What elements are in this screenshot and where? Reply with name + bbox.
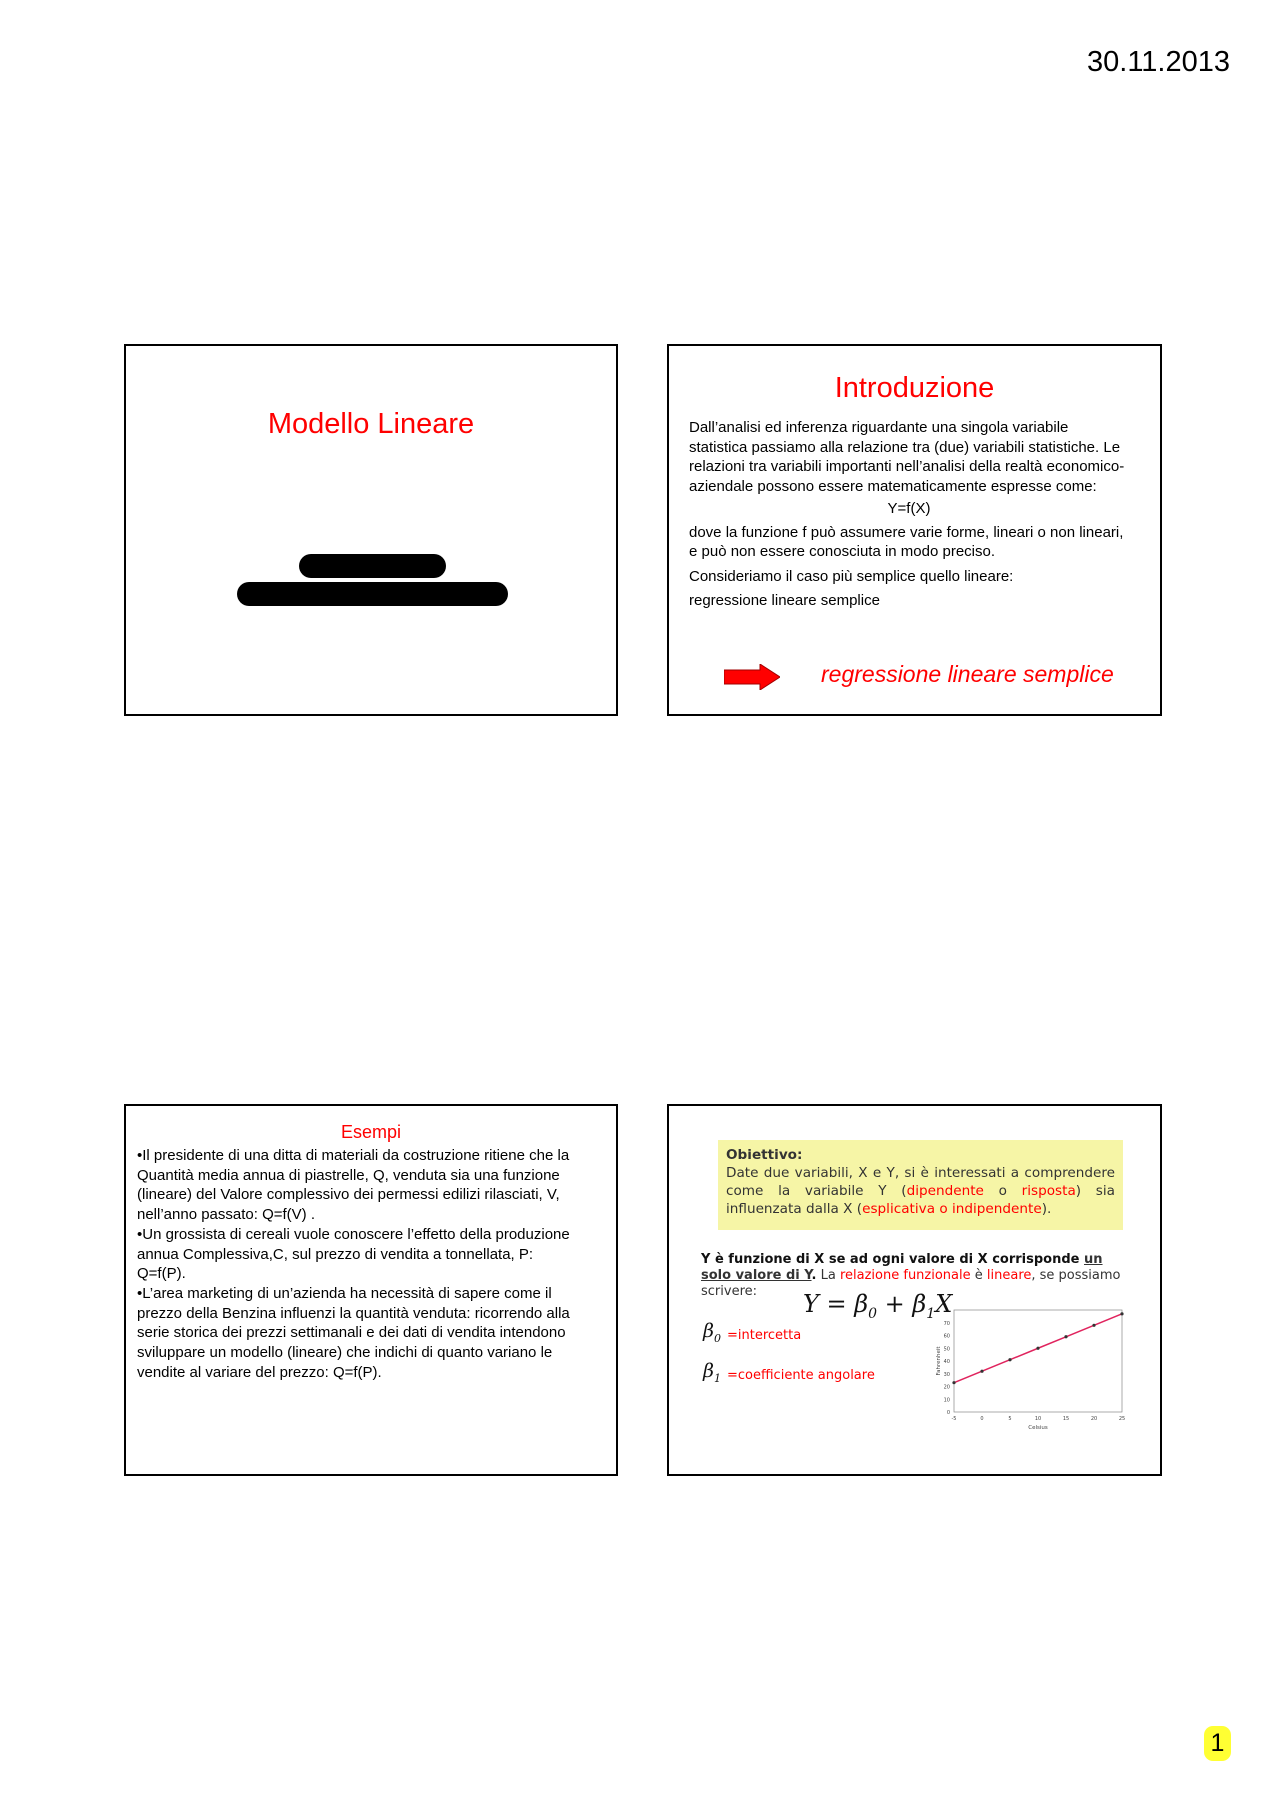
- emphasis-text: regressione lineare semplice: [821, 661, 1114, 687]
- text-run: La: [816, 1268, 840, 1283]
- slide-title: Modello Lineare: [267, 408, 475, 440]
- beta0-symbol: $\beta_0$: [703, 1320, 721, 1345]
- x-axis-label: Celsius: [1028, 1425, 1048, 1431]
- data-point: [1064, 1335, 1067, 1338]
- objective-text: [726, 1164, 1115, 1218]
- slide-esempi: [124, 1104, 618, 1476]
- examples-list: [137, 1146, 577, 1382]
- paragraph: Dall’analisi ed inferenza riguardante una singola variabile statistica passiamo alla relazione tra (due) variabili statistiche. Le relazioni tra variabili importanti nell’analisi della realtà economico-aziendale possono essere matematicamente espresse come:: [689, 419, 1125, 495]
- slide-introduzione: [667, 344, 1162, 716]
- text-run: relazione funzionale: [839, 1268, 971, 1283]
- text-run: risposta: [1021, 1183, 1076, 1199]
- text-run: Date due variabili, X e Y, si è interessati a comprendere come la variabile Y (: [726, 1165, 1115, 1199]
- data-point: [1120, 1312, 1123, 1315]
- slide-modello-lineare: [124, 344, 618, 716]
- page-number: 1: [1204, 1726, 1231, 1761]
- text-run: è: [970, 1268, 987, 1283]
- y-tick-label: 10: [943, 1397, 950, 1404]
- y-tick-label: 0: [946, 1410, 950, 1416]
- slide-body: [689, 418, 1129, 611]
- x-tick-label: 25: [1118, 1416, 1126, 1422]
- slide-obiettivo: [667, 1104, 1162, 1476]
- text-run: dipendente: [906, 1183, 984, 1199]
- beta0-label: =intercetta: [727, 1328, 802, 1343]
- objective-title: Obiettivo:: [726, 1147, 803, 1163]
- y-tick-label: 30: [943, 1371, 950, 1378]
- list-item: •Il presidente di una ditta di materiali da costruzione ritiene che la Quantità media annua di piastrelle, Q, venduta sia una funzione (lineare) del Valore complessivo dei permessi edilizi rilasciati, V, nell’anno passato: Q=f(V) .: [137, 1147, 570, 1224]
- objective-box: [718, 1140, 1123, 1230]
- text-run: ).: [1041, 1201, 1052, 1217]
- y-tick-label: 70: [943, 1320, 950, 1327]
- text-run: lineare: [986, 1268, 1032, 1283]
- text-run: .: [811, 1268, 817, 1283]
- x-tick-label: 10: [1034, 1416, 1042, 1422]
- data-point: [1092, 1324, 1095, 1327]
- plot-frame: [954, 1310, 1122, 1412]
- beta1-label: =coefficiente angolare: [727, 1368, 875, 1383]
- x-tick-label: 5: [1008, 1416, 1012, 1422]
- y-tick-label: 60: [943, 1333, 950, 1340]
- document-date: 30.11.2013: [1087, 46, 1230, 78]
- redaction-bar-bottom: [237, 582, 508, 606]
- paragraph: dove la funzione f può assumere varie forme, lineari o non lineari, e può non essere conosciuta in modo preciso.: [689, 523, 1124, 560]
- y-tick-label: 40: [943, 1359, 950, 1365]
- data-point: [1008, 1358, 1011, 1361]
- redaction-bar-top: [299, 554, 446, 578]
- text-run: un solo valore di Y: [701, 1252, 1103, 1283]
- beta1-symbol: $\beta_1$: [703, 1360, 721, 1385]
- list-item: •L’area marketing di un’azienda ha necessità di sapere come il prezzo della Benzina influenzi la quantità venduta: ricorrendo alla serie storica dei prezzi settimanali e dei dati di vendita intendono sviluppare un modello (lineare) che indichi di quanto variano le vendite al variare del prezzo: Q=f(P).: [137, 1284, 570, 1381]
- paragraph: regressione lineare semplice: [689, 592, 880, 609]
- right-arrow-icon: [724, 664, 780, 690]
- formula: Y=f(X): [887, 500, 931, 517]
- data-point: [1036, 1347, 1039, 1350]
- text-run: Y è funzione di X se ad ogni valore di X corrisponde: [701, 1252, 1085, 1267]
- celsius-fahrenheit-chart: [932, 1302, 1132, 1432]
- text-run: , se possiamo scrivere:: [701, 1268, 1121, 1299]
- slide-title: Introduzione: [834, 372, 995, 404]
- slide-title: Esempi: [340, 1122, 402, 1142]
- text-run: o: [983, 1183, 1022, 1199]
- linear-equation: $Y = \beta_0 + \beta_1X$: [803, 1290, 953, 1322]
- text-run: esplicativa o indipendente: [862, 1201, 1042, 1217]
- text-run: ) sia influenzata dalla X (: [726, 1183, 1115, 1217]
- data-point: [980, 1370, 983, 1373]
- x-tick-label: 15: [1062, 1416, 1070, 1422]
- paragraph: Consideriamo il caso più semplice quello lineare:: [689, 567, 1014, 585]
- x-tick-label: 0: [980, 1416, 984, 1422]
- y-tick-label: 20: [943, 1384, 950, 1391]
- y-tick-label: 50: [943, 1346, 950, 1353]
- list-item: •Un grossista di cereali vuole conoscere l’effetto della produzione annua Complessiva,C, sul prezzo di vendita a tonnellata, P: Q=f(P).: [137, 1225, 570, 1283]
- x-tick-label: -5: [951, 1416, 957, 1422]
- y-axis-label: Fahrenheit: [936, 1346, 942, 1376]
- x-tick-label: 20: [1090, 1416, 1098, 1422]
- data-point: [952, 1381, 955, 1384]
